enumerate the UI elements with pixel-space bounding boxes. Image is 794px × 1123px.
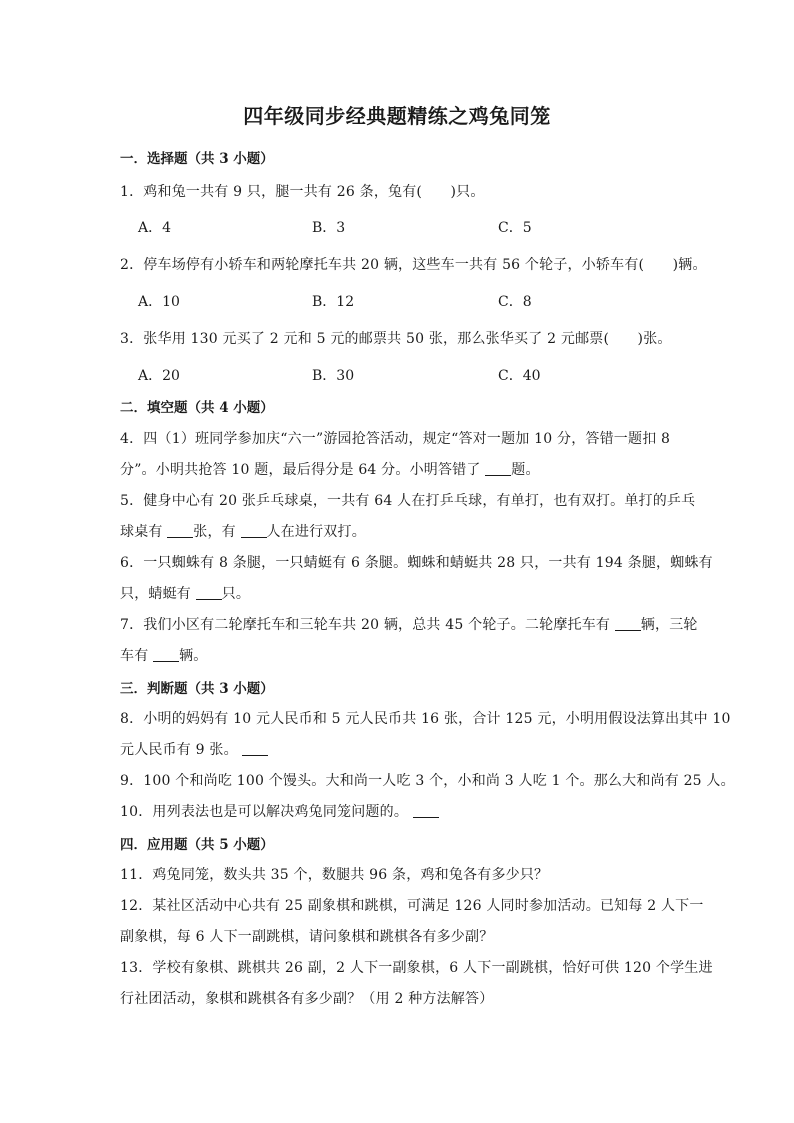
answer-blank	[196, 585, 222, 600]
question-12-line-1: 12．某社区活动中心共有 25 副象棋和跳棋，可满足 126 人同时参加活动。已知每 2 人下一	[120, 898, 704, 914]
q1-option-c: C．5	[498, 220, 532, 236]
question-8-line-2: 元人民币有 9 张。	[120, 739, 268, 759]
q2-option-c: C．8	[498, 294, 532, 310]
question-6-line-1: 6．一只蜘蛛有 8 条腿，一只蜻蜓有 6 条腿。蜘蛛和蜻蜓共 28 只，一共有 194 条腿，蜘蛛有	[120, 555, 713, 571]
q3-option-b: B．30	[312, 368, 355, 384]
question-13-line-1: 13．学校有象棋、跳棋共 26 副，2 人下一副象棋，6 人下一副跳棋，恰好可供 120 个学生进	[120, 960, 713, 976]
answer-blank	[167, 523, 193, 538]
q3-option-a: A．20	[138, 368, 180, 384]
question-7-line-1: 7．我们小区有二轮摩托车和三轮车共 20 辆，总共 45 个轮子。二轮摩托车有 辆，三轮	[120, 617, 698, 633]
q2-option-a: A．10	[138, 294, 180, 310]
q3-option-c: C．40	[498, 368, 541, 384]
question-5-line-1: 5．健身中心有 20 张乒乓球桌，一共有 64 人在打乒乓球，有单打，也有双打。单打的乒乓	[120, 493, 696, 509]
question-4-line-2: 分”。小明共抢答 10 题，最后得分是 64 分。小明答错了 题。	[120, 462, 540, 478]
page-title: 四年级同步经典题精练之鸡兔同笼	[243, 104, 551, 128]
answer-blank	[413, 803, 439, 818]
q2-option-b: B．12	[312, 294, 355, 310]
question-1: 1．鸡和兔一共有 9 只，腿一共有 26 条，兔有( )只。	[120, 184, 485, 200]
question-9: 9．100 个和尚吃 100 个馒头。大和尚一人吃 3 个，小和尚 3 人吃 1 个。那么大和尚有 25 人。	[120, 773, 735, 789]
question-2: 2．停车场停有小轿车和两轮摩托车共 20 辆，这些车一共有 56 个轮子，小轿车有( )辆。	[120, 257, 707, 273]
section-heading-choice: 一．选择题（共 3 小题）	[120, 151, 274, 167]
question-8-line-1: 8．小明的妈妈有 10 元人民币和 5 元人民币共 16 张，合计 125 元，小明用假设法算出其中 10	[120, 711, 731, 727]
question-10: 10．用列表法也是可以解决鸡兔同笼问题的。	[120, 801, 439, 821]
question-6-line-2: 只，蜻蜓有 只。	[120, 586, 251, 602]
section-heading-judge: 三．判断题（共 3 小题）	[120, 681, 274, 697]
answer-blank	[485, 461, 511, 476]
answer-blank	[153, 647, 179, 662]
question-13-line-2: 行社团活动，象棋和跳棋各有多少副？（用 2 种方法解答）	[120, 991, 494, 1007]
answer-blank	[242, 741, 268, 756]
question-3: 3．张华用 130 元买了 2 元和 5 元的邮票共 50 张，那么张华买了 2 元邮票( )张。	[120, 331, 672, 347]
question-11: 11．鸡兔同笼，数头共 35 个，数腿共 96 条，鸡和兔各有多少只？	[120, 867, 549, 883]
answer-blank	[241, 523, 267, 538]
question-4-line-1: 4．四（1）班同学参加庆“六一”游园抢答活动，规定“答对一题加 10 分，答错一题扣 8	[120, 431, 671, 447]
question-12-line-2: 副象棋，每 6 人下一副跳棋，请问象棋和跳棋各有多少副？	[120, 929, 494, 945]
q1-option-b: B．3	[312, 220, 346, 236]
question-5-line-2: 球桌有 张，有 人在进行双打。	[120, 524, 366, 540]
section-heading-application: 四．应用题（共 5 小题）	[120, 837, 274, 853]
q1-option-a: A．4	[138, 220, 172, 236]
section-heading-fill: 二．填空题（共 4 小题）	[120, 400, 274, 416]
answer-blank	[615, 616, 641, 631]
question-7-line-2: 车有 辆。	[120, 648, 208, 664]
